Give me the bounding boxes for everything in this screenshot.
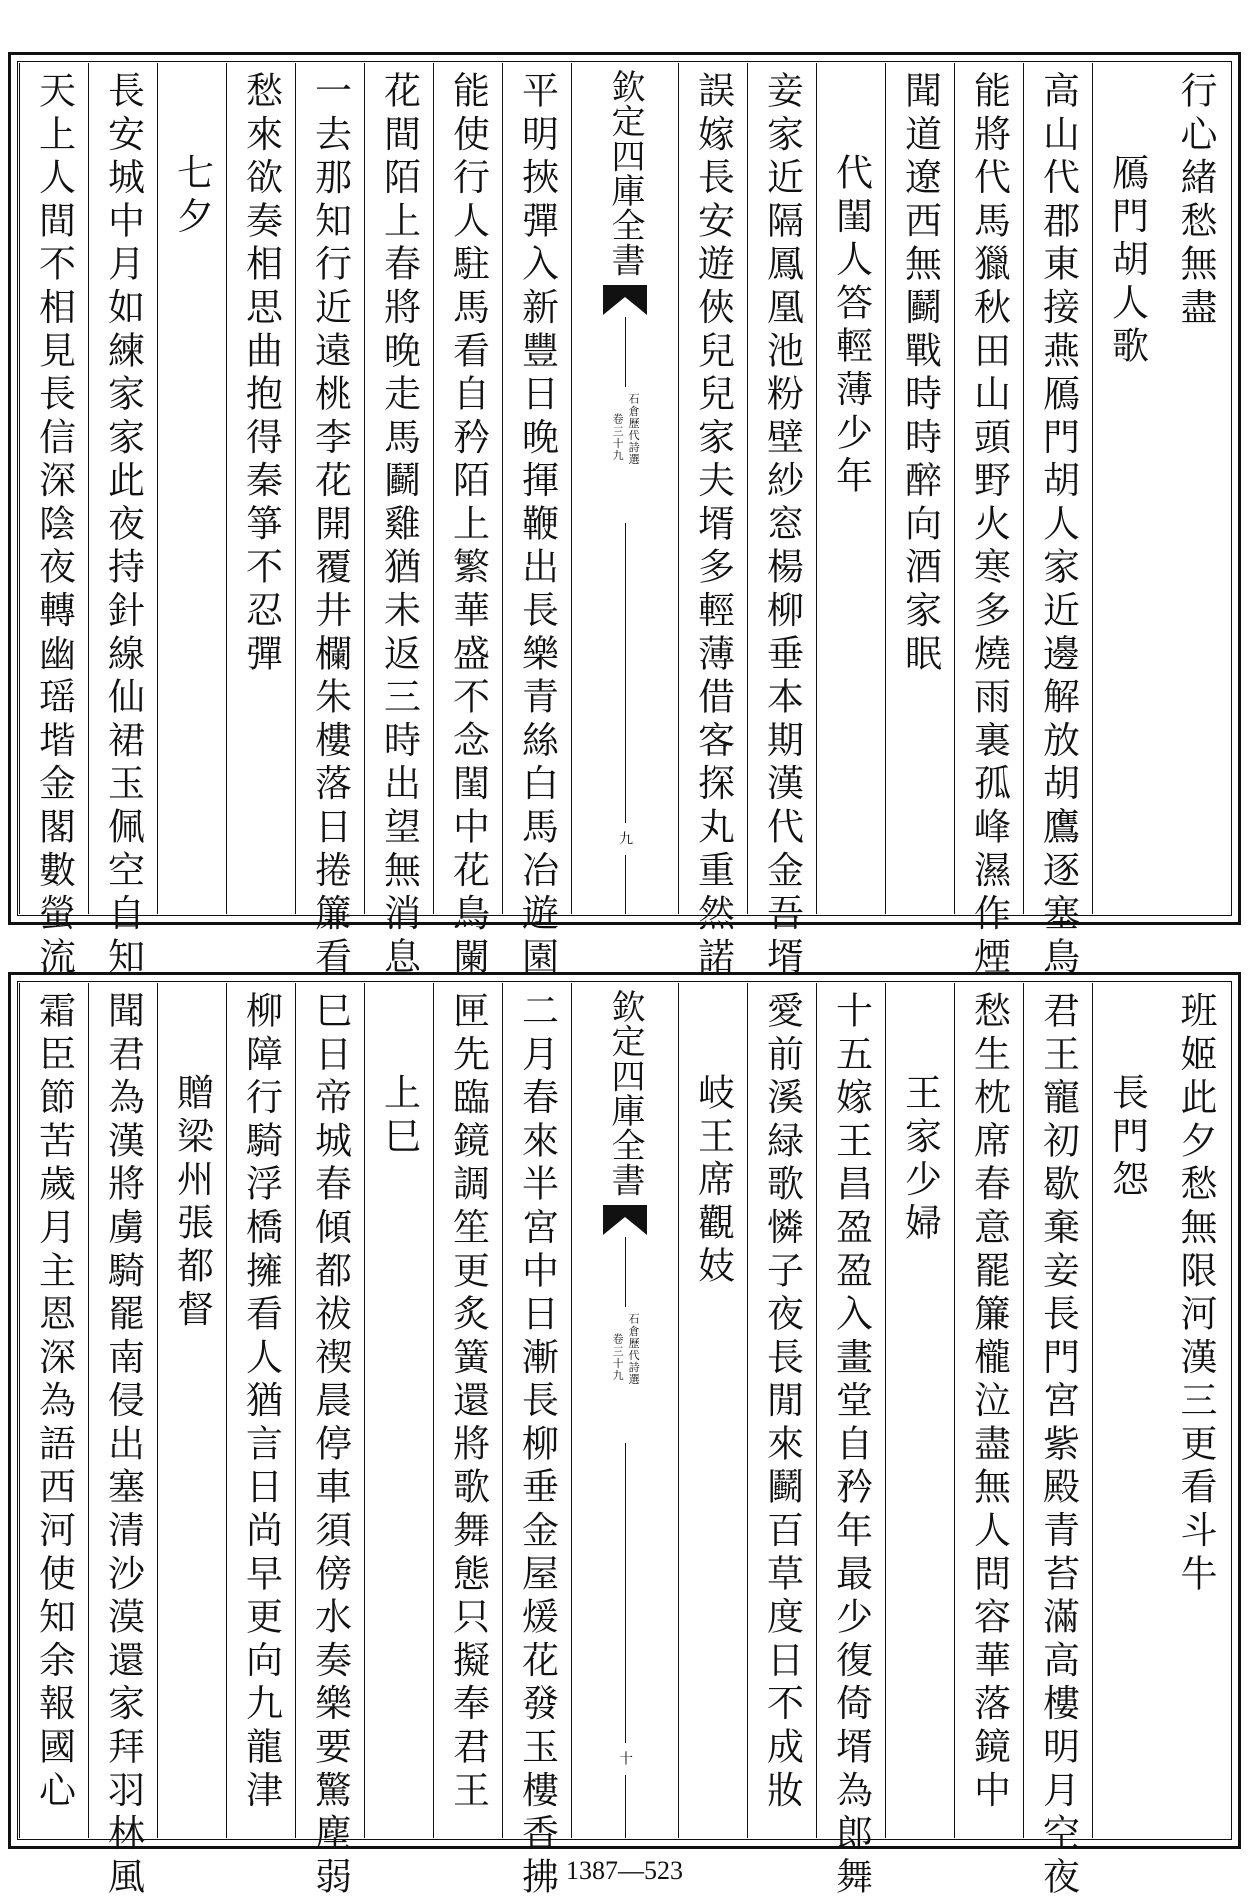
book-title: 石倉歷代詩選 xyxy=(627,1313,641,1386)
text-column xyxy=(295,63,364,981)
verse-text: 能使行人駐馬看自矜陌上繁華盛不念閨中花鳥闌 xyxy=(446,71,490,981)
poem-title: 長門怨 xyxy=(1105,1073,1149,1203)
text-column xyxy=(226,63,295,914)
fold-line xyxy=(625,317,626,387)
text-column xyxy=(1023,63,1092,981)
text-column xyxy=(88,63,157,981)
center-fold-column xyxy=(571,63,678,914)
text-column xyxy=(816,983,885,1900)
verse-text: 愁生枕席春意罷簾櫳泣盡無人問容華落鏡中 xyxy=(967,991,1011,1814)
verse-text: 霜臣節苦歲月主恩深為語西河使知余報國心 xyxy=(32,991,76,1814)
center-fold-column xyxy=(571,983,678,1838)
poem-title: 岐王席觀妓 xyxy=(691,1073,735,1290)
fold-line xyxy=(625,523,626,823)
text-column xyxy=(502,63,571,981)
text-column xyxy=(502,983,571,1900)
leaf-number: 九 xyxy=(617,831,633,845)
poem-title: 七夕 xyxy=(170,153,214,240)
leaf-number: 十 xyxy=(617,1751,633,1765)
verse-text: 花間陌上春將晚走馬鬬雞猶未返三時出望無消息 xyxy=(377,71,421,981)
verse-text: 平明挾彈入新豐日晚揮鞭出長樂青絲白馬冶遊園 xyxy=(515,71,559,981)
poem-title: 鴈門胡人歌 xyxy=(1105,153,1149,370)
verse-text: 愁來欲奏相思曲抱得秦箏不忍彈 xyxy=(239,71,283,678)
poem-title-column xyxy=(678,983,747,1838)
text-column xyxy=(954,983,1023,1838)
verse-text: 誤嫁長安遊俠兒兒家夫壻多輕薄借客探丸重然諾 xyxy=(691,71,735,981)
text-column xyxy=(295,983,364,1900)
text-column xyxy=(433,983,502,1838)
poem-title-column xyxy=(157,63,226,914)
verse-text: 愛前溪緑歌憐子夜長閒來鬬百草度日不成妝 xyxy=(760,991,804,1814)
verse-text: 高山代郡東接燕鴈門胡人家近邊解放胡鷹逐塞鳥 xyxy=(1036,71,1080,981)
poem-title-column xyxy=(1092,63,1161,914)
text-column xyxy=(88,983,157,1900)
fold-line xyxy=(625,1443,626,1743)
collection-title: 欽定四庫全書 xyxy=(605,989,645,1198)
verse-text: 君王寵初歇棄妾長門宮紫殿青苔滿高樓明月空夜 xyxy=(1036,991,1080,1900)
fold-line xyxy=(625,1237,626,1307)
text-column xyxy=(678,63,747,981)
volume-number: 卷三十九 xyxy=(611,413,625,462)
poem-title-column xyxy=(1092,983,1161,1838)
verse-text: 聞道遼西無鬬戰時時醉向酒家眠 xyxy=(898,71,942,678)
poem-title: 贈梁州張都督 xyxy=(170,1073,214,1333)
poem-title-column xyxy=(885,983,954,1838)
verse-text: 匣先臨鏡調笙更炙簧還將歌舞態只擬奉君王 xyxy=(446,991,490,1814)
text-column xyxy=(1161,983,1230,1838)
text-column xyxy=(954,63,1023,981)
verse-text: 二月春來半宮中日漸長柳垂金屋煖花發玉樓香拂 xyxy=(515,991,559,1900)
collection-title: 欽定四庫全書 xyxy=(605,69,645,278)
poem-title-column xyxy=(157,983,226,1838)
verse-text: 一去那知行近遠桃李花開覆井欄朱樓落日捲簾看 xyxy=(308,71,352,981)
book-title: 石倉歷代詩選 xyxy=(627,393,641,466)
top-page-frame xyxy=(8,52,1241,981)
fishtail-mark-icon xyxy=(603,1205,647,1237)
text-column xyxy=(433,63,502,981)
text-column xyxy=(1023,983,1092,1900)
poem-title: 代閨人答輕薄少年 xyxy=(829,153,873,500)
verse-text: 柳障行騎浮橋擁看人猶言日尚早更向九龍津 xyxy=(239,991,283,1814)
verse-text: 巳日帝城春傾都祓禊晨停車須傍水奏樂要驚塵弱 xyxy=(308,991,352,1900)
verse-text: 能將代馬獵秋田山頭野火寒多燒雨裏孤峰濕作煙 xyxy=(967,71,1011,981)
fold-line xyxy=(625,1775,626,1838)
text-column xyxy=(747,63,816,981)
poem-title: 上巳 xyxy=(377,1073,421,1160)
volume-number: 卷三十九 xyxy=(611,1333,625,1382)
verse-text: 班姬此夕愁無限河漢三更看斗牛 xyxy=(1174,991,1217,1598)
verse-text: 妾家近隔鳳凰池粉壁紗窓楊柳垂本期漢代金吾壻 xyxy=(760,71,804,981)
poem-title: 王家少婦 xyxy=(898,1073,942,1247)
fishtail-mark-icon xyxy=(603,285,647,317)
text-column xyxy=(19,983,88,1838)
text-column xyxy=(885,63,954,914)
verse-text: 天上人間不相見長信深陰夜轉幽瑶堦金閣數螢流 xyxy=(32,71,76,981)
page-number-footer: 1387—523 xyxy=(566,1856,683,1885)
text-column xyxy=(747,983,816,1838)
verse-text: 十五嫁王昌盈盈入畫堂自矜年最少復倚壻為郎舞 xyxy=(829,991,873,1900)
text-column xyxy=(226,983,295,1838)
text-column xyxy=(19,63,88,981)
fold-line xyxy=(625,855,626,914)
poem-title-column xyxy=(364,983,433,1838)
text-column xyxy=(364,63,433,981)
poem-title-column xyxy=(816,63,885,914)
text-column xyxy=(1161,63,1230,914)
top-page-columns xyxy=(19,63,1230,981)
verse-text: 長安城中月如練家家此夜持針線仙裙玉佩空自知 xyxy=(101,71,145,981)
verse-text: 行心緒愁無盡 xyxy=(1174,71,1217,331)
verse-text: 聞君為漢將虜騎罷南侵出塞清沙漠還家拜羽林風 xyxy=(101,991,145,1900)
